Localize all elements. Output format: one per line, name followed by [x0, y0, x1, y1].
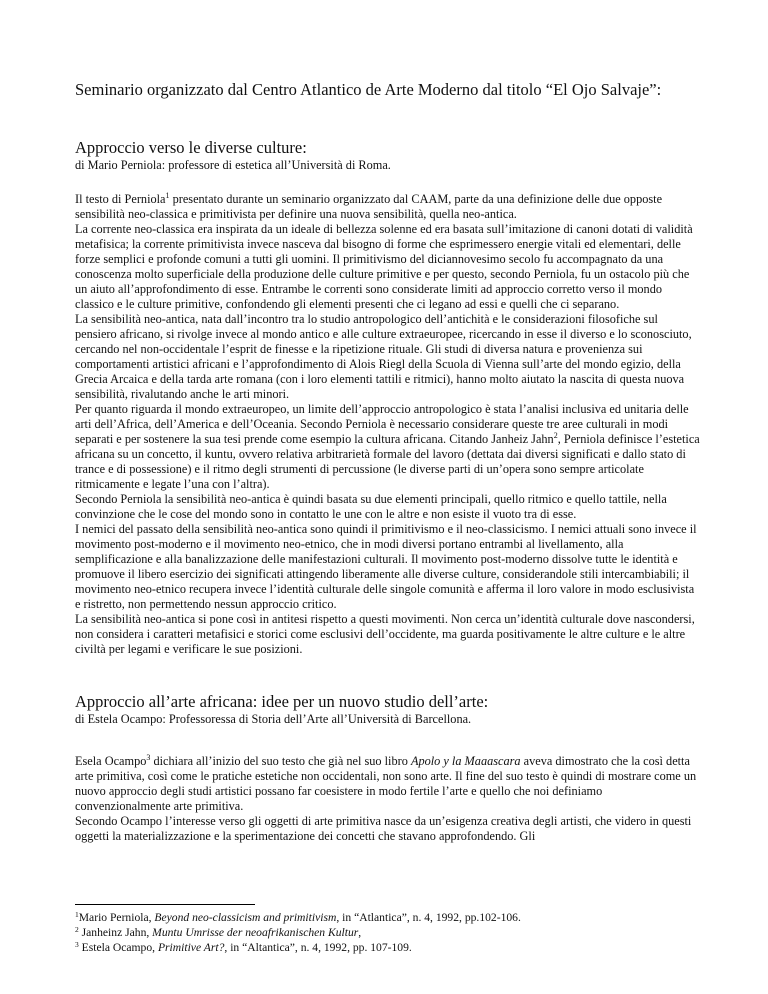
- paragraph: Il testo di Perniola$^1$ presentato durante un seminario organizzato dal CAAM, parte da una definizione delle due opposte sensibilità neo-classica e primitivista per definire una nuova sensibilità, quella neo-antica.: [75, 191, 663, 221]
- section-byline: di Estela Ocampo: Professoressa di Storia dell’Arte all’Università di Barcellona.: [75, 712, 472, 726]
- footnote-ref[interactable]: 1: [165, 191, 170, 200]
- paragraph: Secondo Ocampo l’interesse verso gli oggetti di arte primitiva nasce da un’esigenza creativa degli artisti, che videro in questi oggetti la materializzazione e la sperimentazione dei concetti che stavano approfondendo. Gli: [75, 814, 692, 843]
- footnote: $^2$ Janheinz Jahn, Muntu Umrisse der neoafrikanischen Kultur,: [75, 925, 362, 939]
- footnotes: [75, 910, 700, 955]
- footnote-ref[interactable]: 2: [553, 431, 558, 440]
- section-body: [75, 192, 700, 657]
- footnote: $^1$Mario Perniola, Beyond neo-classicism and primitivism, in “Atlantica”, n. 4, 1992, pp.102-106.: [75, 910, 521, 924]
- paragraph: Secondo Perniola la sensibilità neo-antica è quindi basata su due elementi principali, quello ritmico e quello tattile, nella convinzione che le cose del mondo sono in contatto le une con le altre e non esiste il vuoto tra di esse.: [75, 492, 667, 521]
- paragraph: I nemici del passato della sensibilità neo-antica sono quindi il primitivismo e il neo-classicismo. I nemici attuali sono invece il movimento post-moderno e il movimento neo-etnico, che in modi diversi portano entrambi al livellamento, alla semplificazione e alla banalizzazione delle manifestazioni culturali. Il movimento post-moderno dissolve tutte le identità e promuove il libero esercizio dei significati attingendo liberamente alle diverse culture, considerandole stili intercambiabili; il movimento neo-etnico recupera invece l’identità culturale delle singole comunità e afferma il loro valore in modo esclusivista e ristretto, non permettendo nessun approccio critico.: [75, 522, 697, 611]
- paragraph: La corrente neo-classica era inspirata da un ideale di bellezza solenne ed era basata sull’imitazione di canoni dotati di validità metafisica; la corrente primitivista invece nasceva dal bisogno di forme che esprimessero energie vitali ed elementari, delle forze semplici e profonde comuni a tutti gli uomini. Il primitivismo del diciannovesimo secolo fu accompagnato da una conoscenza molto superficiale della produzione delle culture primitive e per questo, secondo Perniola, fu un ostacolo più che un aiuto all’approfondimento di esse. Entrambe le correnti sono considerate limiti ad approccio corretto verso il mondo classico e le culture primitive, confondendo gli elementi presenti che ci legano ad essi e quelli che ci separano.: [75, 222, 693, 311]
- section-body: [75, 754, 700, 844]
- paragraph: Per quanto riguarda il mondo extraeuropeo, un limite dell’approccio antropologico è stata l’analisi inclusiva ed unitaria delle arti dell’Africa, dell’America e dell’Oceania. Secondo Perniola è necessario considerare queste tre aree culturali in modi separati e per sostenere la sua tesi prende come esempio la cultura africana. Citando Janheiz Jahn$^2$, Perniola definisce l’estetica africana su un concetto, il kuntu, ovvero relativa arbitrarietà formale del lavoro (dettata dai diversi significati e dallo stato di trance e di possessione) e il ritmo degli strumenti di percussione (le diverse parti di un’opera sono sempre articolate ritmicamente e legate l’una con l’altra).: [75, 402, 700, 491]
- footnote-separator: [75, 904, 255, 905]
- book-title: Apolo y la Maaascara: [410, 754, 521, 768]
- section-heading: Approccio verso le diverse culture:: [75, 138, 307, 157]
- paragraph: Esela Ocampo$^3$ dichiara all’inizio del suo testo che già nel suo libro Apolo y la Maaascara aveva dimostrato che la così detta arte primitiva, così come le pratiche estetiche non occidentali, non sono arte. Il fine del suo testo è quindi di mostrare come un nuovo approccio degli studi artistici possano far coesistere in modo fertile l’arte e quello che noi definiamo convenzionalmente arte primitiva.: [75, 753, 697, 813]
- section-perniola: [75, 138, 700, 657]
- footnote-ref[interactable]: 3: [146, 753, 151, 762]
- footnote: $^3$ Estela Ocampo, Primitive Art?, in “Altantica”, n. 4, 1992, pp. 107-109.: [75, 940, 412, 954]
- section-ocampo: [75, 692, 700, 844]
- document-title: Seminario organizzato dal Centro Atlantico de Arte Moderno dal titolo “El Ojo Salvaje”:: [75, 80, 662, 99]
- section-byline: di Mario Perniola: professore di estetica all’Università di Roma.: [75, 158, 391, 172]
- section-heading: Approccio all’arte africana: idee per un nuovo studio dell’arte:: [75, 692, 489, 711]
- paragraph: La sensibilità neo-antica si pone così in antitesi rispetto a questi movimenti. Non cerca un’identità culturale dove nascondersi, non considera i caratteri metafisici e storici come esclusivi dell’occidente, ma guarda positivamente le altre culture e le altre civiltà per legami e verificare le sue posizioni.: [75, 612, 695, 656]
- paragraph: La sensibilità neo-antica, nata dall’incontro tra lo studio antropologico dell’antichità e le considerazioni filosofiche sul pensiero africano, si rivolge invece al mondo antico e alle culture extraeuropee, ricercando in esse il diverso e lo sconosciuto, cercando nel non-occidentale l’esprit de finesse e la ripetizione rituale. Gli studi di diversa natura e provenienza sui comportamenti artistici africani e l’approfondimento di Alois Riegl della Scuola di Vienna sull’arte del mondo egizio, della Grecia Arcaica e della tarda arte romana (con i loro elementi tattili e ritmici), hanno molto aiutato la nascita di questa nuova sensibilità, rivalutando anche le arti minori.: [75, 312, 692, 401]
